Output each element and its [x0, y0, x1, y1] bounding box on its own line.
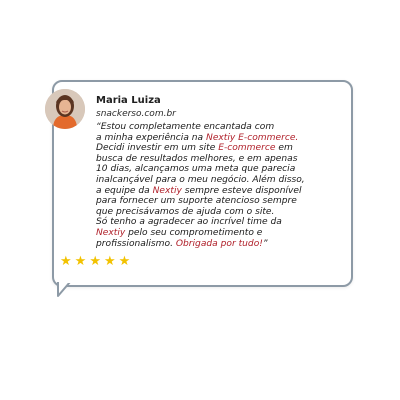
author-name: Maria Luiza: [96, 95, 161, 106]
quote-text: a equipe da: [96, 185, 153, 196]
quote-text: 10 dias, alcançamos uma meta que parecia: [96, 164, 296, 175]
quote-highlight: Nextiy E-commerce.: [206, 132, 299, 143]
star-icon: ★: [103, 254, 116, 269]
quote-text: pelo seu comprometimento e: [125, 227, 263, 238]
quote-line: [96, 228, 346, 239]
quote-line: [96, 239, 346, 250]
quote-line: [96, 186, 346, 197]
quote-text: em: [275, 143, 293, 154]
quote-text: inalcançável para o meu negócio. Além disso,: [96, 174, 305, 185]
quote-text: “Estou completamente encantada com: [96, 122, 275, 132]
quote-line: [96, 175, 346, 186]
quote-line: [96, 143, 346, 154]
quote-highlight: E-commerce: [218, 143, 276, 154]
quote-line: [96, 217, 346, 228]
star-icon: ★: [89, 254, 101, 269]
quote-text: ”: [262, 238, 268, 249]
avatar: [45, 89, 85, 129]
quote-highlight: Nextiy: [152, 185, 182, 196]
quote-line: [96, 154, 346, 165]
star-icon: ★: [118, 254, 131, 269]
testimonial-quote: [96, 122, 346, 249]
quote-line: [96, 164, 346, 175]
quote-text: para fornecer um suporte atencioso sempre: [96, 196, 297, 207]
quote-text: profissionalismo.: [96, 238, 176, 249]
star-icon: ★: [74, 254, 87, 269]
quote-line: [96, 207, 346, 218]
quote-text: Só tenho a agradecer ao incrível time da: [96, 217, 282, 228]
quote-highlight: Nextiy: [96, 227, 126, 238]
quote-highlight: Obrigada por tudo!: [175, 238, 263, 249]
quote-text: a minha experiência na: [96, 132, 207, 143]
quote-text: Decidi investir em um site: [96, 143, 219, 154]
quote-text: sempre esteve disponível: [181, 185, 302, 196]
star-rating: [60, 255, 130, 268]
quote-text: busca de resultados melhores, e em apenas: [96, 153, 298, 164]
quote-line: [96, 133, 346, 144]
star-icon: ★: [60, 254, 72, 269]
quote-line: [96, 196, 346, 207]
quote-line: [96, 122, 346, 133]
author-company: snackerso.com.br: [96, 109, 176, 119]
quote-text: que precisávamos de ajuda com o site.: [96, 206, 275, 217]
